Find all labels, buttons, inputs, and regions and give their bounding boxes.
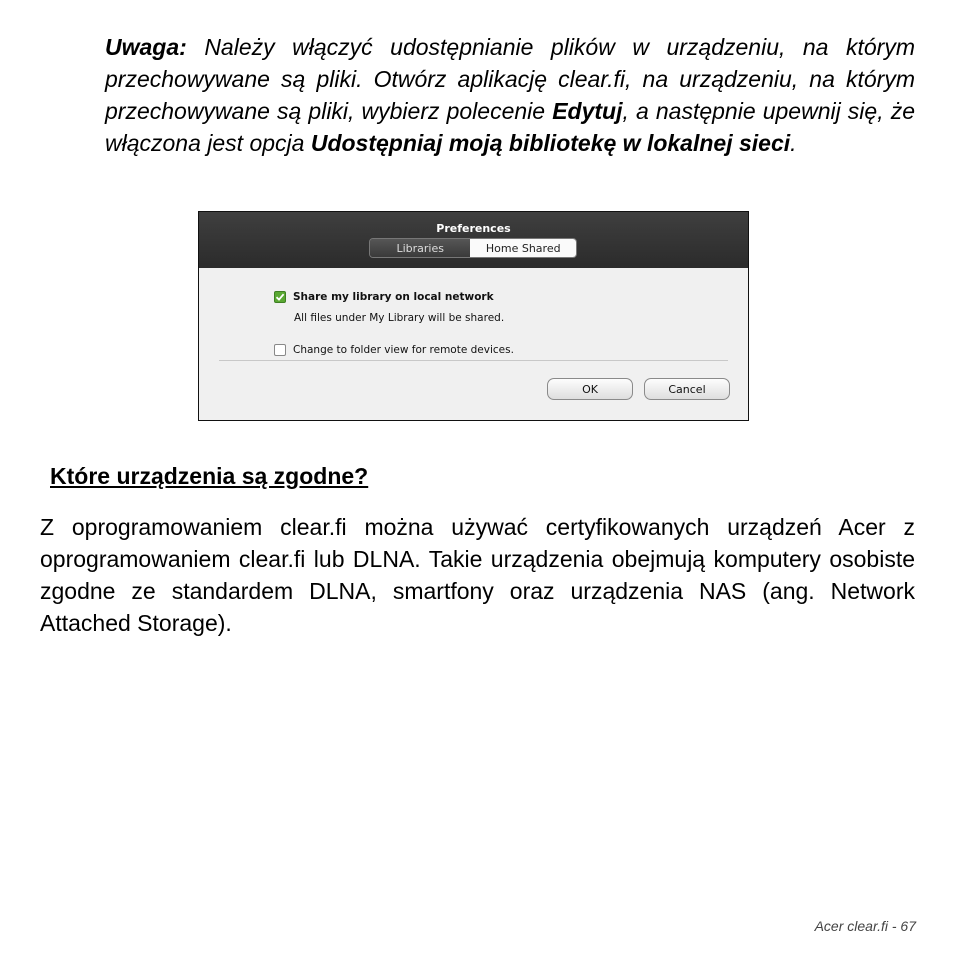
page-footer: Acer clear.fi - 67: [814, 918, 916, 934]
preferences-dialog: [198, 211, 749, 421]
share-hint: All files under My Library will be shared.: [294, 312, 505, 324]
tab-libraries[interactable]: Libraries: [370, 239, 470, 257]
cancel-button[interactable]: Cancel: [644, 378, 730, 400]
share-library-checkbox[interactable]: [274, 291, 286, 303]
tab-bar: [369, 238, 577, 258]
section-body: Z oprogramowaniem clear.fi można używać certyfikowanych urządzeń Acer z oprogramowaniem clear.fi lub DLNA. Takie urządzenia obejmują komputery osobiste zgodne ze standardem DLNA, smartfony oraz urządzenia NAS (ang. Network Attached Storage).: [40, 514, 915, 636]
note-text-3: .: [790, 130, 797, 156]
note-label: Uwaga:: [105, 34, 187, 60]
folder-view-label: Change to folder view for remote devices.: [293, 344, 514, 356]
dialog-header: [199, 212, 748, 268]
share-library-option[interactable]: [274, 291, 494, 303]
note-text-2: , a następnie upewnij się, że włączona jest opcja: [105, 98, 915, 156]
checkmark-icon: [275, 292, 285, 302]
tab-home-shared[interactable]: Home Shared: [470, 239, 576, 257]
section-heading: Które urządzenia są zgodne?: [50, 463, 369, 489]
share-library-label: Share my library on local network: [293, 291, 494, 303]
dialog-title: Preferences: [436, 222, 511, 235]
edit-term: Edytuj: [552, 98, 623, 124]
note-text-1: Należy włączyć udostępnianie plików w urządzeniu, na którym przechowywane są pliki. Otwórz aplikację clear.fi, na urządzeniu, na którym przechowywane są pliki, wybierz polecenie: [105, 34, 915, 124]
folder-view-option[interactable]: [274, 344, 514, 356]
dialog-divider: [219, 360, 728, 361]
folder-view-checkbox[interactable]: [274, 344, 286, 356]
note-paragraph: [105, 31, 915, 159]
option-term: Udostępniaj moją bibliotekę w lokalnej sieci: [310, 130, 791, 156]
ok-button[interactable]: OK: [547, 378, 633, 400]
